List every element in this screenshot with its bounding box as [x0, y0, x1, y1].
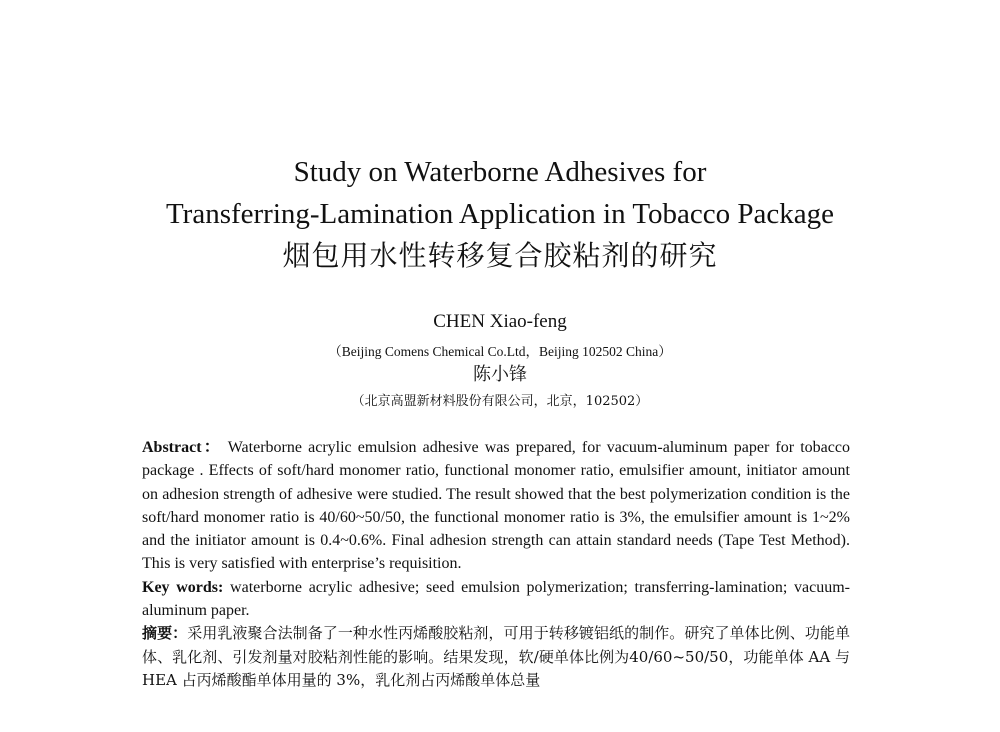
- keywords-text: waterborne acrylic adhesive; seed emulsion polymerization; transferring-lamination; vacuum-aluminum paper.: [142, 578, 851, 620]
- abstract-cn-text: 采用乳液聚合法制备了一种水性丙烯酸胶粘剂，可用于转移镀铝纸的制作。研究了单体比例、功能单体、乳化剂、引发剂量对胶粘剂性能的影响。结果发现，软/硬单体比例为40/60~50/50，功能单体 AA 与 HEA 占丙烯酸酯单体用量的 3%，乳化剂占丙烯酸单体总量: [142, 624, 850, 689]
- abstract-section: [142, 436, 850, 692]
- author-affiliation: （Beijing Comens Chemical Co.Ltd，Beijing 102502 China）: [328, 344, 672, 359]
- keywords-paragraph: [142, 576, 850, 623]
- title-chinese: 烟包用水性转移复合胶粘剂的研究: [282, 239, 718, 272]
- author-name-cn: 陈小锋: [473, 364, 527, 385]
- keywords-label: Key words:: [142, 578, 224, 596]
- author-affiliation-cn: （北京高盟新材料股份有限公司，北京，102502）: [351, 394, 649, 409]
- title-line-2: Transferring-Lamination Application in Tobacco Package: [165, 198, 835, 230]
- abstract-cn-label: 摘要：: [142, 624, 188, 643]
- abstract-cn-paragraph: [142, 622, 850, 692]
- abstract-text: Waterborne acrylic emulsion adhesive was prepared, for vacuum-aluminum paper for tobacco package . Effects of soft/hard monomer ratio, functional monomer ratio, emulsifier amount, initiator amount on adhesion strength of adhesive were studied. The result showed that the best polymerization condition is the soft/hard monomer ratio is 40/60~50/50, the functional monomer ratio is 3%, the emulsifier amount is 1~2% and the initiator amount is 0.4~0.6%. Final adhesion strength can attain standard needs (Tape Test Method). This is very satisfied with enterprise’s requisition.: [142, 439, 850, 573]
- abstract-label: Abstract：: [142, 439, 222, 456]
- author-name: CHEN Xiao-feng: [433, 311, 567, 332]
- title-line-1: Study on Waterborne Adhesives for: [293, 156, 707, 188]
- abstract-paragraph: [142, 436, 850, 576]
